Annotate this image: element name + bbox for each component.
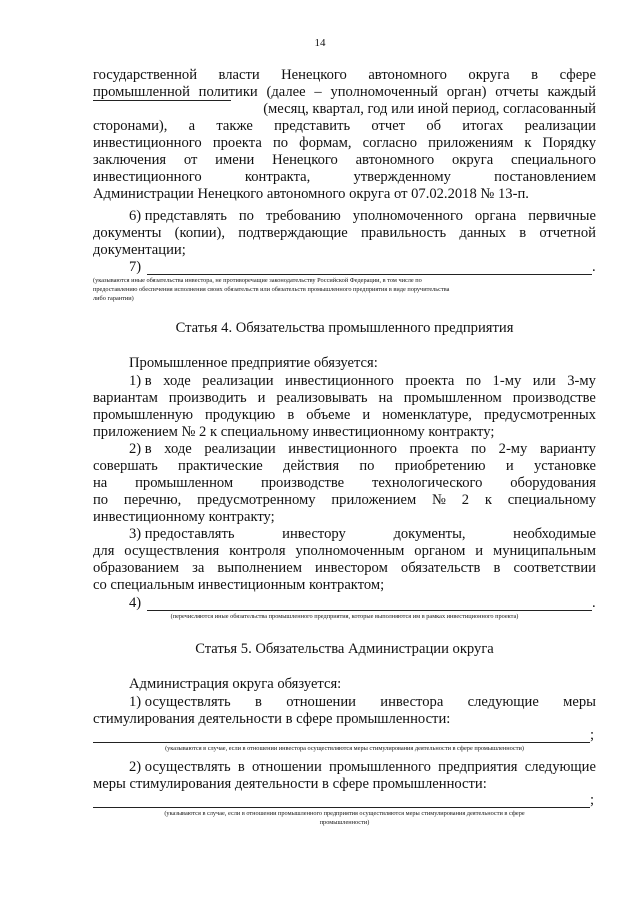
word: проекта: [212, 135, 262, 151]
word: и: [257, 390, 266, 406]
word: следующие: [467, 694, 539, 710]
word: и: [475, 543, 484, 559]
text-line: [93, 458, 596, 475]
word: осуществления: [124, 543, 220, 559]
word: отчеты: [495, 84, 539, 100]
word: заключения: [93, 152, 167, 168]
word: автономного: [355, 152, 435, 168]
word: (далее: [266, 84, 306, 100]
word: предприятия: [438, 759, 518, 775]
word: (копии),: [174, 225, 226, 241]
word: специального: [510, 152, 596, 168]
text-line: [93, 152, 596, 169]
word: отчет: [371, 118, 406, 134]
word: сторонами),: [93, 118, 168, 134]
word: от: [183, 152, 198, 168]
word: контроля: [229, 543, 286, 559]
field-note: либо гарантии): [93, 295, 134, 302]
word: 1) в: [129, 373, 152, 389]
text-line: (месяц, квартал, год или иной период, согласованный: [263, 101, 596, 117]
text-line: [129, 759, 596, 776]
word: Ненецкого: [272, 152, 338, 168]
word: или: [532, 373, 556, 389]
word: власти: [218, 67, 260, 83]
text-line: [93, 225, 596, 242]
field-note: (перечисляются иные обязательства промышленного предприятия, которые выполняются им в рамках инвестиционного проекта): [170, 613, 519, 620]
word: промышленном: [135, 475, 234, 491]
word: по: [272, 135, 289, 151]
word: округа: [468, 67, 510, 83]
word: выполнением: [217, 560, 302, 576]
word: производстве: [260, 475, 345, 491]
item-end: .: [592, 595, 596, 611]
word: согласно: [362, 135, 417, 151]
word: продукцию: [205, 407, 276, 423]
word: по: [238, 208, 254, 224]
field-note: (указываются иные обязательства инвестора, не противоречащие законодательству Российской Федерации, в том числе по: [93, 277, 422, 284]
text-line: Администрация округа обязуется:: [129, 676, 342, 692]
word: инвестиционного: [288, 441, 397, 457]
word: представить: [274, 118, 351, 134]
word: 2-му: [498, 441, 528, 457]
word: по: [465, 373, 482, 389]
blank-field-line: [93, 807, 590, 808]
word: 3) предоставлять: [129, 526, 235, 542]
word: 1) осуществлять: [129, 694, 231, 710]
word: отношении: [252, 759, 322, 775]
word: по: [470, 441, 487, 457]
word: 1-му: [492, 373, 522, 389]
word: отношении: [286, 694, 356, 710]
word: варианту: [539, 441, 596, 457]
word: и: [505, 458, 514, 474]
word: практические: [178, 458, 263, 474]
text-line: [93, 390, 596, 407]
word: 6) представлять: [129, 208, 227, 224]
text-line: [129, 694, 596, 711]
word: приложением: [331, 492, 417, 508]
word: инвестиционного: [93, 169, 202, 185]
text-line: [93, 169, 596, 186]
item-end: ;: [590, 792, 595, 808]
word: требованию: [265, 208, 341, 224]
word: соответствии: [513, 560, 596, 576]
word: совершать: [93, 458, 158, 474]
word: на: [378, 390, 393, 406]
word: промышленного: [328, 759, 431, 775]
word: технологического: [371, 475, 483, 491]
text-line: [129, 373, 596, 390]
word: об: [426, 118, 442, 134]
word: документы,: [393, 526, 466, 542]
word: формам,: [299, 135, 352, 151]
word: инвестиционного: [285, 373, 394, 389]
word: промышленном: [403, 390, 502, 406]
word: вариантам: [93, 390, 158, 406]
text-line: меры стимулирования деятельности в сфере промышленности:: [93, 776, 487, 792]
word: реализации: [204, 441, 276, 457]
word: итогах: [462, 118, 504, 134]
word: уполномоченным: [295, 543, 405, 559]
word: в: [287, 407, 295, 423]
word: специальному: [507, 492, 596, 508]
word: действия: [283, 458, 340, 474]
word: реализации: [202, 373, 274, 389]
word: перечню,: [123, 492, 182, 508]
word: промышленной: [93, 84, 190, 100]
item-label: 4): [129, 595, 142, 611]
word: 2: [461, 492, 470, 508]
word: номенклатуре,: [382, 407, 472, 423]
word: реализовывать: [276, 390, 368, 406]
word: отчетной: [539, 225, 596, 241]
word: производить: [168, 390, 247, 406]
field-note: промышленности): [319, 819, 370, 826]
blank-field-line: [93, 742, 590, 743]
word: образованием: [93, 560, 179, 576]
word: по: [359, 458, 375, 474]
text-line: Промышленное предприятие обязуется:: [129, 355, 378, 371]
word: реализации: [524, 118, 596, 134]
word: 3-му: [567, 373, 596, 389]
word: политики: [198, 84, 258, 100]
word: государственной: [93, 67, 198, 83]
article-heading: Статья 5. Обязательства Администрации округа: [195, 641, 494, 657]
word: округа: [451, 152, 494, 168]
word: предусмотренных: [483, 407, 596, 423]
word: ходе: [163, 373, 191, 389]
word: уполномоченного: [352, 208, 463, 224]
item-end: .: [592, 259, 596, 275]
text-line: [129, 208, 596, 225]
word: следующие: [524, 759, 596, 775]
word: и: [362, 407, 371, 423]
word: подтверждающие: [238, 225, 348, 241]
word: органа: [474, 208, 517, 224]
field-note: (указываются в случае, если в отношении промышленного предприятия осуществляются меры стимулирования деятельности в сфере: [164, 810, 525, 817]
page-number: 14: [314, 37, 326, 49]
word: в: [237, 759, 245, 775]
word: проекта: [405, 373, 455, 389]
word: меры: [563, 694, 596, 710]
item-end: ;: [590, 727, 595, 743]
word: инвестору: [282, 526, 346, 542]
word: промышленную: [93, 407, 193, 423]
word: приобретению: [394, 458, 486, 474]
text-line: со специальным инвестиционным контрактом;: [93, 577, 385, 593]
word: к: [524, 135, 532, 151]
word: для: [93, 543, 115, 559]
word: Ненецкого: [281, 67, 347, 83]
word: утвержденному: [353, 169, 451, 185]
word: а: [188, 118, 196, 134]
word: также: [216, 118, 253, 134]
text-line: [93, 84, 596, 101]
word: инвестором: [315, 560, 388, 576]
text-line: документации;: [93, 242, 186, 258]
word: к: [484, 492, 492, 508]
text-line: инвестиционному контракту;: [93, 509, 275, 525]
word: установке: [533, 458, 596, 474]
word: оборудования: [510, 475, 596, 491]
word: 2) в: [129, 441, 152, 457]
word: объеме: [306, 407, 351, 423]
text-line: [93, 475, 596, 492]
word: каждый: [547, 84, 596, 100]
field-note: (указываются в случае, если в отношении инвестора осуществляются меры стимулирования деятельности в сфере промышленности): [165, 745, 524, 752]
text-line: [129, 526, 596, 543]
text-line: [93, 492, 596, 509]
blank-field-line: [147, 274, 592, 275]
text-line: [93, 543, 596, 560]
text-line: стимулирования деятельности в сфере промышленности:: [93, 711, 451, 727]
word: предусмотренному: [197, 492, 316, 508]
word: данных: [459, 225, 507, 241]
article-heading: Статья 4. Обязательства промышленного предприятия: [175, 320, 514, 336]
text-line: [93, 407, 596, 424]
word: 2) осуществлять: [129, 759, 231, 775]
text-line: приложением № 2 к специальному инвестиционному контракту;: [93, 424, 495, 440]
word: за: [192, 560, 205, 576]
word: в: [493, 560, 501, 576]
word: орган): [446, 84, 487, 100]
word: муниципальным: [492, 543, 596, 559]
text-line: [93, 118, 596, 135]
word: автономного: [368, 67, 447, 83]
word: инвестора: [380, 694, 444, 710]
field-note: предоставлению обеспечения исполнения своих обязательств или обязательств промышленного предприятия в виде поручительства: [93, 286, 450, 293]
word: приложениям: [428, 135, 514, 151]
word: в: [519, 225, 527, 241]
word: контракта,: [244, 169, 311, 185]
item-label: 7): [129, 259, 142, 275]
word: ходе: [164, 441, 192, 457]
word: –: [314, 84, 322, 100]
word: сфере: [559, 67, 596, 83]
word: необходимые: [513, 526, 596, 542]
text-line: [93, 67, 596, 84]
word: имени: [215, 152, 255, 168]
text-line: [93, 560, 596, 577]
word: органом: [414, 543, 466, 559]
word: правильность: [360, 225, 447, 241]
word: производстве: [512, 390, 596, 406]
word: инвестиционного: [93, 135, 202, 151]
word: на: [93, 475, 108, 491]
word: обязательств: [400, 560, 481, 576]
word: проекта: [409, 441, 459, 457]
blank-field-line: [147, 610, 592, 611]
word: уполномоченный: [330, 84, 438, 100]
word: №: [431, 492, 446, 508]
text-line: Администрации Ненецкого автономного округа от 07.02.2018 № 13-п.: [93, 186, 529, 202]
word: постановлением: [494, 169, 596, 185]
word: в: [255, 694, 262, 710]
word: Порядку: [542, 135, 596, 151]
word: по: [93, 492, 109, 508]
word: документы: [93, 225, 162, 241]
word: первичные: [528, 208, 596, 224]
text-line: [93, 135, 596, 152]
text-line: [129, 441, 596, 458]
blank-field-line: [93, 100, 231, 101]
word: в: [531, 67, 539, 83]
